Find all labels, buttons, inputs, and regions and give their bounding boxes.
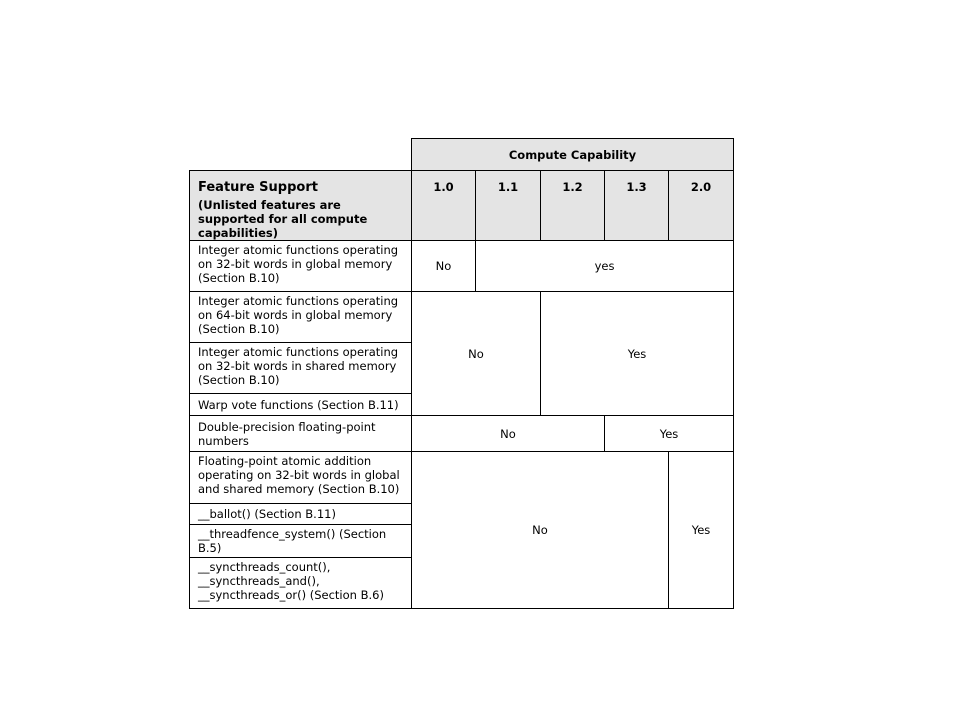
value-cell: Yes — [605, 416, 734, 452]
value-cell: No — [412, 452, 669, 609]
value-cell: No — [412, 416, 605, 452]
feature-warp-vote: Warp vote functions (Section B.11) — [190, 394, 412, 416]
feature-int-atomic-shared-32: Integer atomic functions operating on 32-bit words in shared memory (Section B.10) — [190, 343, 412, 394]
feature-int-atomic-global-64: Integer atomic functions operating on 64-bit words in global memory (Section B.10) — [190, 292, 412, 343]
version-header-1-0: 1.0 — [412, 171, 476, 241]
feature-double-precision: Double-precision floating-point numbers — [190, 416, 412, 452]
value-cell: Yes — [541, 292, 734, 416]
feature-fp-atomic-add: Floating-point atomic addition operating on 32-bit words in global and shared memory (Section B.10) — [190, 452, 412, 504]
feature-threadfence-system: __threadfence_system() (Section B.5) — [190, 525, 412, 558]
version-header-1-2: 1.2 — [541, 171, 605, 241]
value-cell: Yes — [669, 452, 734, 609]
version-header-1-1: 1.1 — [476, 171, 541, 241]
feature-ballot: __ballot() (Section B.11) — [190, 504, 412, 525]
compute-capability-table — [189, 138, 734, 609]
feature-int-atomic-global-32: Integer atomic functions operating on 32-bit words in global memory (Section B.10) — [190, 241, 412, 292]
empty-corner-cell — [190, 139, 412, 171]
value-cell: No — [412, 292, 541, 416]
feature-support-header — [190, 171, 412, 241]
value-cell: No — [412, 241, 476, 292]
value-cell: yes — [476, 241, 734, 292]
feature-support-note: (Unlisted features are supported for all compute capabilities) — [198, 198, 368, 240]
feature-syncthreads-variants: __syncthreads_count(), __syncthreads_and(), __syncthreads_or() (Section B.6) — [190, 558, 412, 609]
version-header-1-3: 1.3 — [605, 171, 669, 241]
compute-capability-header: Compute Capability — [412, 139, 734, 171]
version-header-2-0: 2.0 — [669, 171, 734, 241]
feature-support-title: Feature Support — [198, 180, 318, 195]
